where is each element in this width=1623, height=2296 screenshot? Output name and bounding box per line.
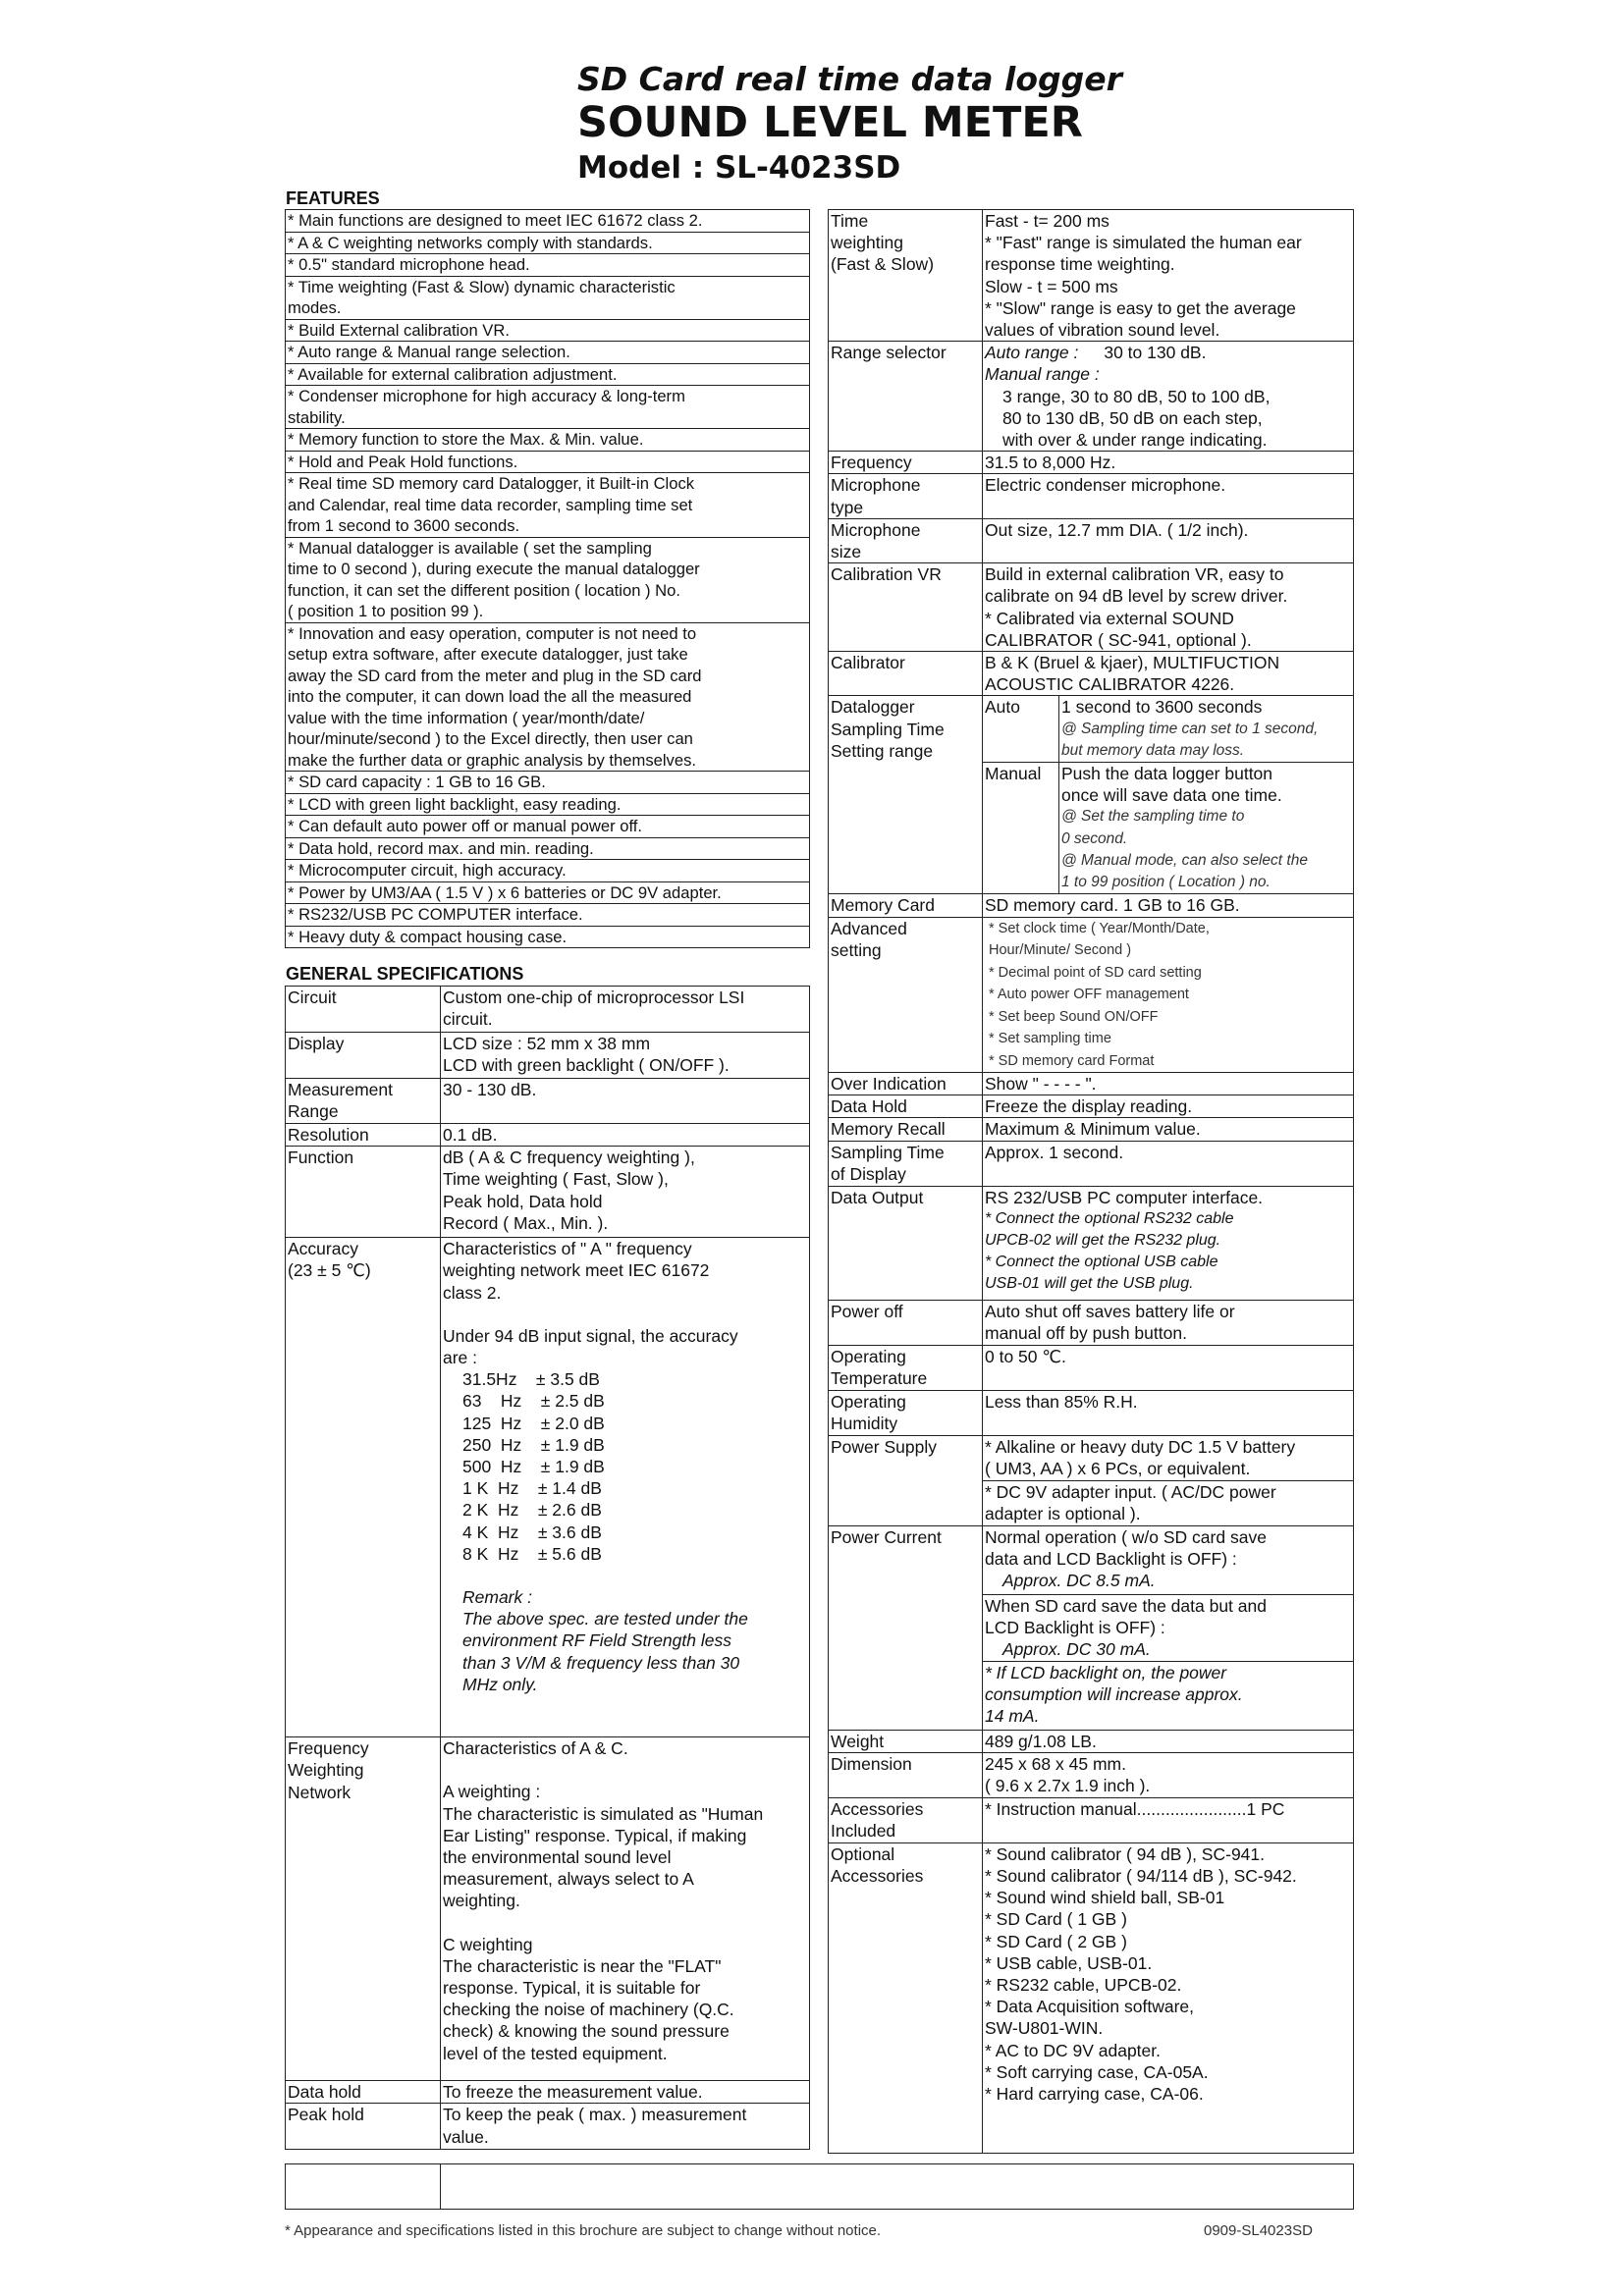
feature-row	[286, 254, 810, 277]
spec-value: 30 - 130 dB.	[441, 1079, 810, 1124]
slow-note: * "Slow" range is easy to get the average values of vibration sound level.	[985, 297, 1296, 341]
datalogger-manual-value	[1059, 763, 1354, 894]
spec-label: Microphone type	[829, 474, 983, 518]
advanced-setting-item: * SD memory card Format	[989, 1052, 1155, 1069]
remark-text: The above spec. are tested under the environment RF Field Strength less than 3 V/M & frequency less than 30 MHz only.	[462, 1609, 748, 1694]
manual-sampling-value: Push the data logger button once will save data one time.	[1061, 764, 1282, 806]
spec-value: Electric condenser microphone.	[983, 474, 1354, 518]
spec-value: dB ( A & C frequency weighting ), Time weighting ( Fast, Slow ), Peak hold, Data hold Record ( Max., Min. ).	[441, 1147, 810, 1238]
spec-value: 31.5 to 8,000 Hz.	[983, 452, 1354, 474]
feature-item: * Real time SD memory card Datalogger, it Built-in Clock and Calendar, real time data recorder, sampling time set from 1 second to 3600 seconds.	[286, 473, 810, 538]
general-specs-heading: GENERAL SPECIFICATIONS	[286, 964, 524, 984]
optional-accessory-item: * Hard carrying case, CA-06.	[985, 2084, 1204, 2105]
spec-label: Operating Humidity	[829, 1390, 983, 1435]
manual-range-value: 3 range, 30 to 80 dB, 50 to 100 dB, 80 to 130 dB, 50 dB on each step, with over & under range indicating.	[1002, 386, 1271, 451]
spec-row-power-current-1	[829, 1525, 1354, 1594]
optional-accessory-item: * AC to DC 9V adapter.	[985, 2040, 1161, 2060]
datalogger-auto-value	[1059, 696, 1354, 763]
c-weighting-title: C weighting	[443, 1934, 533, 1954]
power-current-note-2: Approx. DC 30 mA.	[1002, 1639, 1151, 1660]
feature-row	[286, 451, 810, 473]
document-subtitle: SD Card real time data logger	[577, 60, 1122, 98]
spec-label: Weight	[829, 1730, 983, 1752]
spec-row-optional-accessories	[829, 1842, 1354, 2153]
accuracy-row: 2 K Hz ± 2.6 dB	[462, 1500, 602, 1521]
spec-row-memory-card	[829, 894, 1354, 917]
spec-label: Memory Recall	[829, 1118, 983, 1141]
remark-title: Remark :	[462, 1587, 532, 1608]
spec-label: Time weighting (Fast & Slow)	[829, 210, 983, 342]
spec-value: 0.1 dB.	[441, 1124, 810, 1147]
spec-label: Resolution	[286, 1124, 441, 1147]
advanced-setting-item: * Set clock time ( Year/Month/Date, Hour/Minute/ Second )	[989, 920, 1210, 958]
c-weighting-text: The characteristic is near the "FLAT" response. Typical, it is suitable for checking the noise of machinery (Q.C. check) & knowing the sound pressure level of the tested equipment.	[443, 1955, 734, 2063]
feature-row	[286, 386, 810, 429]
feature-row	[286, 429, 810, 452]
accuracy-row: 500 Hz ± 1.9 dB	[462, 1457, 605, 1477]
feature-row	[286, 772, 810, 794]
spec-label: Operating Temperature	[829, 1345, 983, 1390]
feature-item: * Available for external calibration adjustment.	[286, 363, 810, 386]
spec-value: Maximum & Minimum value.	[983, 1118, 1354, 1141]
optional-accessory-item: * USB cable, USB-01.	[985, 1952, 1153, 1973]
spec-row-microphone-size	[829, 518, 1354, 562]
spec-value: Custom one-chip of microprocessor LSI circuit.	[441, 987, 810, 1033]
power-supply-value-1: * Alkaline or heavy duty DC 1.5 V battery ( UM3, AA ) x 6 PCs, or equivalent.	[983, 1435, 1354, 1480]
spec-value: Less than 85% R.H.	[983, 1390, 1354, 1435]
spec-value: 0 to 50 ℃.	[983, 1345, 1354, 1390]
spec-row-datalogger-auto	[829, 696, 1354, 763]
spec-row-operating-temperature	[829, 1345, 1354, 1390]
slow-value: Slow - t = 500 ms	[985, 276, 1118, 296]
spec-label: Advanced setting	[829, 917, 983, 1073]
feature-row	[286, 232, 810, 254]
spec-row-data-hold	[286, 2081, 810, 2104]
feature-item: * Data hold, record max. and min. reading.	[286, 837, 810, 860]
spec-row-function	[286, 1147, 810, 1238]
feature-item: * Innovation and easy operation, computer is not need to setup extra software, after execute datalogger, just take away the SD card from the meter and plug in the SD card into the computer, it can down load the all the measured value with the time information ( year/month/date/ hour/minute/second ) to the Excel directly, then user can make the further data or graphic analysis by themselves.	[286, 622, 810, 772]
optional-accessory-item: * RS232 cable, UPCB-02.	[985, 1975, 1182, 1996]
spec-row-time-weighting	[829, 210, 1354, 342]
optional-accessory-item: * Data Acquisition software, SW-U801-WIN.	[985, 1997, 1195, 2039]
accuracy-row: 63 Hz ± 2.5 dB	[462, 1391, 605, 1412]
spec-value: Auto shut off saves battery life or manual off by push button.	[983, 1300, 1354, 1345]
manual-sampling-note-2: @ Manual mode, can also select the 1 to 99 position ( Location ) no.	[1061, 851, 1308, 891]
feature-item: * Memory function to store the Max. & Min. value.	[286, 429, 810, 452]
spec-row-data-output	[829, 1186, 1354, 1300]
accuracy-row: 250 Hz ± 1.9 dB	[462, 1434, 605, 1455]
auto-range-value: 30 to 130 dB.	[1104, 343, 1207, 363]
spec-row-dimension	[829, 1752, 1354, 1797]
feature-row	[286, 904, 810, 927]
feature-item: * Power by UM3/AA ( 1.5 V ) x 6 batteries or DC 9V adapter.	[286, 881, 810, 904]
disclaimer-note: * Appearance and specifications listed in this brochure are subject to change without notice.	[285, 2222, 882, 2239]
advanced-setting-item: * Set sampling time	[989, 1031, 1111, 1046]
spec-value: Show " - - - - ".	[983, 1073, 1354, 1095]
spec-row-circuit	[286, 987, 810, 1033]
spec-value: * Instruction manual.......................1 PC	[983, 1797, 1354, 1842]
spec-row-data-hold	[829, 1095, 1354, 1118]
data-output-note-1: * Connect the optional RS232 cable UPCB-02 will get the RS232 plug.	[985, 1209, 1234, 1250]
spec-row-peak-hold	[286, 2104, 810, 2150]
spec-label: Accuracy (23 ± 5 ℃)	[286, 1238, 441, 1737]
model-number: Model : SL-4023SD	[577, 150, 901, 186]
feature-item: * Condenser microphone for high accuracy & long-term stability.	[286, 386, 810, 429]
feature-item: * SD card capacity : 1 GB to 16 GB.	[286, 772, 810, 794]
document-title: SOUND LEVEL METER	[577, 98, 1083, 147]
optional-accessory-item: * SD Card ( 1 GB )	[985, 1909, 1127, 1930]
feature-row	[286, 537, 810, 622]
optional-accessories-list	[983, 1842, 1354, 2153]
spec-label: Datalogger Sampling Time Setting range	[829, 696, 983, 894]
spec-row-power-supply-1	[829, 1435, 1354, 1480]
spec-label: Peak hold	[286, 2104, 441, 2150]
feature-row	[286, 881, 810, 904]
power-current-value-3: * If LCD backlight on, the power consumption will increase approx. 14 mA.	[983, 1661, 1354, 1730]
feature-item: * Auto range & Manual range selection.	[286, 342, 810, 364]
spec-row-power-off	[829, 1300, 1354, 1345]
feature-item: * Heavy duty & compact housing case.	[286, 926, 810, 948]
spec-label: Power Supply	[829, 1435, 983, 1525]
bottom-blank-box	[285, 2163, 1354, 2210]
optional-accessory-item: * Sound wind shield ball, SB-01	[985, 1888, 1225, 1908]
fast-note: * "Fast" range is simulated the human ear response time weighting.	[985, 233, 1302, 275]
blank-cell	[286, 2164, 441, 2210]
feature-row	[286, 816, 810, 838]
spec-label: Function	[286, 1147, 441, 1238]
feature-row	[286, 210, 810, 233]
feature-row	[286, 342, 810, 364]
feature-row	[286, 926, 810, 948]
auto-range-label: Auto range :	[985, 343, 1079, 363]
data-output-value: RS 232/USB PC computer interface.	[985, 1187, 1264, 1207]
spec-label: Data Output	[829, 1186, 983, 1300]
manual-sampling-note-1: @ Set the sampling time to 0 second.	[1061, 808, 1245, 847]
spec-label: Data Hold	[829, 1095, 983, 1118]
spec-row-measurement-range	[286, 1079, 810, 1124]
datalogger-auto-label: Auto	[983, 696, 1059, 763]
spec-label: Data hold	[286, 2081, 441, 2104]
feature-row	[286, 622, 810, 772]
spec-value	[983, 342, 1354, 452]
spec-label: Power Current	[829, 1525, 983, 1730]
spec-label: Calibration VR	[829, 563, 983, 652]
specifications-table	[828, 209, 1354, 2154]
auto-sampling-value: 1 second to 3600 seconds	[1061, 697, 1263, 718]
spec-row-memory-recall	[829, 1118, 1354, 1141]
advanced-setting-item: * Auto power OFF management	[989, 987, 1189, 1002]
freq-weighting-intro: Characteristics of A & C.	[443, 1738, 628, 1759]
feature-item: * Manual datalogger is available ( set the sampling time to 0 second ), during execute the manual datalogger function, it can set the different position ( location ) No. ( position 1 to position 99 ).	[286, 537, 810, 622]
feature-row	[286, 276, 810, 319]
spec-value: B & K (Bruel & kjaer), MULTIFUCTION ACOUSTIC CALIBRATOR 4226.	[983, 652, 1354, 696]
spec-value: SD memory card. 1 GB to 16 GB.	[983, 894, 1354, 917]
spec-value	[441, 1238, 810, 1737]
feature-item: * LCD with green light backlight, easy reading.	[286, 793, 810, 816]
spec-value: Out size, 12.7 mm DIA. ( 1/2 inch).	[983, 518, 1354, 562]
feature-row	[286, 793, 810, 816]
document-code: 0909-SL4023SD	[1204, 2222, 1313, 2239]
spec-value	[983, 1186, 1354, 1300]
spec-row-operating-humidity	[829, 1390, 1354, 1435]
spec-row-advanced-setting	[829, 917, 1354, 1073]
spec-value: 489 g/1.08 LB.	[983, 1730, 1354, 1752]
spec-row-frequency-weighting	[286, 1737, 810, 2081]
feature-item: * Main functions are designed to meet IEC 61672 class 2.	[286, 210, 810, 233]
manual-range-label: Manual range :	[985, 364, 1100, 385]
accuracy-under: Under 94 dB input signal, the accuracy are :	[443, 1325, 738, 1368]
accuracy-row: 31.5Hz ± 3.5 dB	[462, 1369, 600, 1390]
feature-row	[286, 319, 810, 342]
spec-label: Accessories Included	[829, 1797, 983, 1842]
spec-row-frequency	[829, 452, 1354, 474]
power-current-value-2	[983, 1594, 1354, 1661]
optional-accessory-item: * Sound calibrator ( 94/114 dB ), SC-942.	[985, 1866, 1297, 1887]
accuracy-list	[443, 1368, 807, 1565]
spec-row-display	[286, 1033, 810, 1079]
fast-value: Fast - t= 200 ms	[985, 211, 1109, 231]
spec-row-weight	[829, 1730, 1354, 1752]
accuracy-row: 4 K Hz ± 3.6 dB	[462, 1522, 602, 1542]
spec-value: Approx. 1 second.	[983, 1141, 1354, 1186]
power-current-text-1: Normal operation ( w/o SD card save data and LCD Backlight is OFF) :	[985, 1526, 1267, 1569]
advanced-setting-list	[983, 917, 1354, 1073]
power-current-text-2: When SD card save the data but and LCD Backlight is OFF) :	[985, 1595, 1267, 1637]
spec-row-sampling-display	[829, 1141, 1354, 1186]
spec-row-accessories-included	[829, 1797, 1354, 1842]
power-current-value-1	[983, 1525, 1354, 1594]
auto-sampling-note: @ Sampling time can set to 1 second, but memory data may loss.	[1061, 720, 1319, 759]
feature-item: * Microcomputer circuit, high accuracy.	[286, 860, 810, 882]
feature-item: * RS232/USB PC COMPUTER interface.	[286, 904, 810, 927]
spec-label: Over Indication	[829, 1073, 983, 1095]
spec-value	[441, 1737, 810, 2081]
accuracy-intro: Characteristics of " A " frequency weighting network meet IEC 61672 class 2.	[443, 1239, 710, 1303]
spec-label: Optional Accessories	[829, 1842, 983, 2153]
feature-item: * Can default auto power off or manual power off.	[286, 816, 810, 838]
spec-label: Frequency Weighting Network	[286, 1737, 441, 2081]
accuracy-row: 1 K Hz ± 1.4 dB	[462, 1478, 602, 1499]
blank-cell	[441, 2164, 1354, 2210]
optional-accessory-item: * Soft carrying case, CA-05A.	[985, 2061, 1209, 2082]
features-table	[285, 209, 810, 948]
datalogger-manual-label: Manual	[983, 763, 1059, 894]
spec-value: 245 x 68 x 45 mm. ( 9.6 x 2.7x 1.9 inch ).	[983, 1752, 1354, 1797]
feature-row	[286, 473, 810, 538]
a-weighting-text: The characteristic is simulated as "Human Ear Listing" response. Typical, if making the environmental sound level measurement, always select to A weighting.	[443, 1803, 764, 1911]
spec-label: Memory Card	[829, 894, 983, 917]
features-heading: FEATURES	[286, 188, 380, 208]
feature-row	[286, 363, 810, 386]
spec-row-over-indication	[829, 1073, 1354, 1095]
spec-row-range-selector	[829, 342, 1354, 452]
power-supply-value-2: * DC 9V adapter input. ( AC/DC power adapter is optional ).	[983, 1480, 1354, 1525]
spec-value: Freeze the display reading.	[983, 1095, 1354, 1118]
feature-item: * A & C weighting networks comply with standards.	[286, 232, 810, 254]
spec-value: To keep the peak ( max. ) measurement value.	[441, 2104, 810, 2150]
feature-item: * Time weighting (Fast & Slow) dynamic characteristic modes.	[286, 276, 810, 319]
feature-item: * 0.5" standard microphone head.	[286, 254, 810, 277]
spec-value: To freeze the measurement value.	[441, 2081, 810, 2104]
a-weighting-title: A weighting :	[443, 1782, 541, 1802]
feature-item: * Build External calibration VR.	[286, 319, 810, 342]
spec-row-calibration-vr	[829, 563, 1354, 652]
spec-row-calibrator	[829, 652, 1354, 696]
accuracy-row: 125 Hz ± 2.0 dB	[462, 1413, 605, 1433]
spec-value: LCD size : 52 mm x 38 mm LCD with green backlight ( ON/OFF ).	[441, 1033, 810, 1079]
spec-label: Power off	[829, 1300, 983, 1345]
spec-label: Sampling Time of Display	[829, 1141, 983, 1186]
feature-row	[286, 860, 810, 882]
spec-value	[983, 210, 1354, 342]
advanced-setting-item: * Decimal point of SD card setting	[989, 964, 1202, 981]
general-specs-table	[285, 986, 810, 2150]
advanced-setting-item: * Set beep Sound ON/OFF	[989, 1008, 1159, 1025]
spec-row-microphone-type	[829, 474, 1354, 518]
spec-label: Display	[286, 1033, 441, 1079]
power-current-note-1: Approx. DC 8.5 mA.	[1002, 1571, 1156, 1591]
spec-label: Range selector	[829, 342, 983, 452]
data-output-note-2: * Connect the optional USB cable USB-01 will get the USB plug.	[985, 1254, 1218, 1293]
optional-accessory-item: * Sound calibrator ( 94 dB ), SC-941.	[985, 1843, 1266, 1864]
spec-row-resolution	[286, 1124, 810, 1147]
feature-item: * Hold and Peak Hold functions.	[286, 451, 810, 473]
spec-label: Measurement Range	[286, 1079, 441, 1124]
spec-label: Frequency	[829, 452, 983, 474]
feature-row	[286, 837, 810, 860]
spec-label: Circuit	[286, 987, 441, 1033]
spec-value: Build in external calibration VR, easy to calibrate on 94 dB level by screw driver. * Calibrated via external SOUND CALIBRATOR ( SC-941, optional ).	[983, 563, 1354, 652]
spec-label: Microphone size	[829, 518, 983, 562]
accuracy-row: 8 K Hz ± 5.6 dB	[462, 1543, 602, 1564]
optional-accessory-item: * SD Card ( 2 GB )	[985, 1931, 1127, 1951]
spec-row-accuracy	[286, 1238, 810, 1737]
spec-label: Dimension	[829, 1752, 983, 1797]
spec-label: Calibrator	[829, 652, 983, 696]
